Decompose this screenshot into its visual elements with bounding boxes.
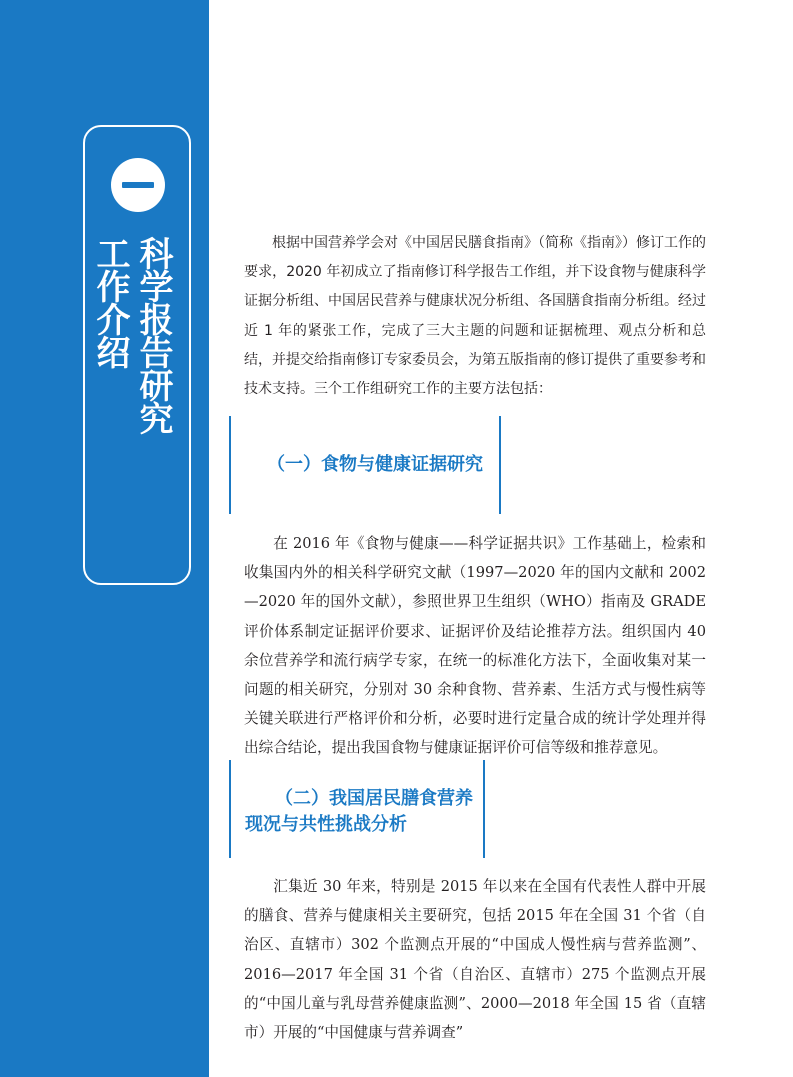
section-1-heading: （一）食物与健康证据研究 xyxy=(267,454,483,475)
section-2-paragraph: 汇集近 30 年来，特别是 2015 年以来在全国有代表性人群中开展的膳食、营养与健康相关主要研究，包括 2015 年在全国 31 个省（自治区、直辖市）302 个监测点开展的“中国成人慢性病与营养监测”、2016—2017 年全国 31 个省（自治区、直辖市）275 个监测点开展的“中国儿童与乳母营养健康监测”、2000—2018 年全国 15 省（直辖市）开展的“中国健康与营养调查” xyxy=(244,878,706,1042)
section-2-heading-box xyxy=(229,760,485,858)
chapter-title-line-2: 工作介绍 xyxy=(90,236,130,368)
section-2-heading-line-2: 现况与共性挑战分析 xyxy=(245,814,407,835)
chapter-number-badge xyxy=(111,158,165,212)
section-1-heading-box xyxy=(229,416,501,514)
chapter-title-line-1: 科学报告研究 xyxy=(133,236,173,434)
chapter-number-one-icon xyxy=(122,182,154,188)
section-1-paragraph: 在 2016 年《食物与健康——科学证据共识》工作基础上，检索和收集国内外的相关科学研究文献（1997—2020 年的国内文献和 2002—2020 年的国外文献），参照世界卫生组织（WHO）指南及 GRADE 评价体系制定证据评价要求、证据评价及结论推荐方法。组织国内 40 余位营养学和流行病学专家，在统一的标准化方法下，全面收集对某一问题的相关研究，分别对 30 余种食物、营养素、生活方式与慢性病等关键关联进行严格评价和分析，必要时进行定量合成的统计学处理并得出综合结论，提出我国食物与健康证据评价可信等级和推荐意见。 xyxy=(244,535,706,757)
intro-paragraph: 根据中国营养学会对《中国居民膳食指南》（简称《指南》）修订工作的要求，2020 年初成立了指南修订科学报告工作组，并下设食物与健康科学证据分析组、中国居民营养与健康状况分析组、各国膳食指南分析组。经过近 1 年的紧张工作，完成了三大主题的问题和证据梳理、观点分析和总结，并提交给指南修订专家委员会，为第五版指南的修订提供了重要参考和技术支持。三个工作组研究工作的主要方法包括： xyxy=(244,235,706,398)
section-2-heading-line-1: （二）我国居民膳食营养 xyxy=(275,788,473,809)
